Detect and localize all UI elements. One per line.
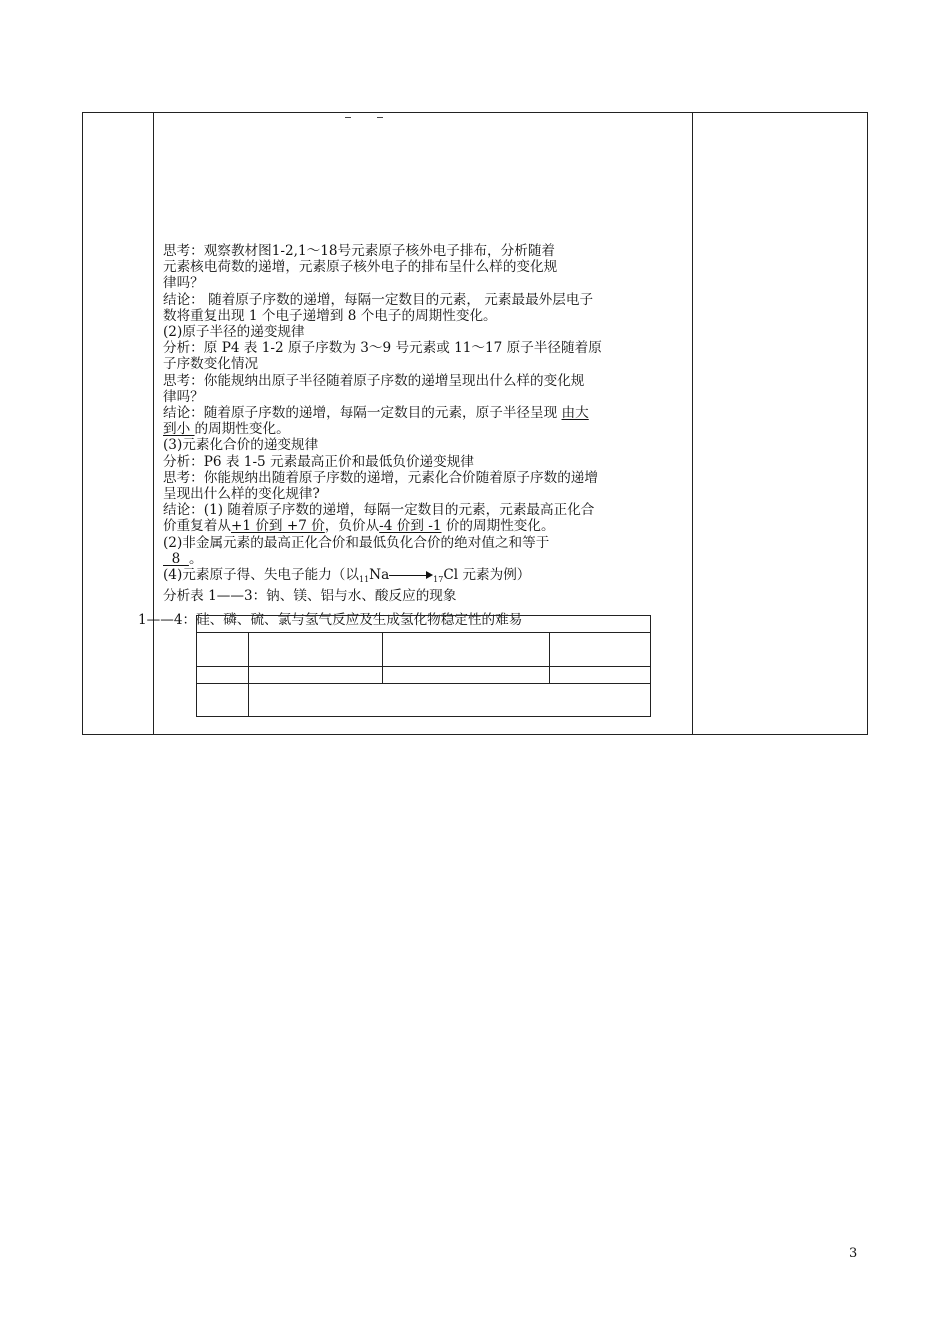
text-line: 元素核电荷数的递增，元素原子核外电子的排布呈什么样的变化规 (163, 259, 558, 276)
section-heading (163, 567, 688, 588)
table-rule (197, 683, 650, 684)
text-line: 思考：你能规纳出原子半径随着原子序数的递增呈现出什么样的变化规 (163, 372, 585, 389)
text-line: 律吗？ (163, 388, 204, 405)
text-line: (2)非金属元素的最高正化合价和最低负化合价的绝对值之和等于 (163, 534, 550, 551)
subscript: 11 (358, 575, 370, 585)
section-heading: (3)元素化合价的递变规律 (163, 437, 319, 454)
lesson-content (163, 243, 688, 604)
text-line (163, 405, 688, 421)
text-line: 结论：(1) 随着原子序数的递增，每隔一定数目的元素，元素最高正化合 (163, 502, 595, 519)
answer-blank: +1 价到 +7 价 (230, 518, 325, 535)
table-rule (197, 666, 650, 667)
column-divider-left (153, 112, 154, 735)
tick-mark (377, 117, 383, 118)
answer-blank: 由大 (561, 405, 589, 422)
table-rule (382, 632, 383, 683)
text-line: 思考：你能规纳出随着原子序数的递增，元素化合价随着原子序数的递增 (163, 469, 598, 486)
answer-blank: 到小 (163, 421, 195, 438)
inner-table (196, 615, 651, 717)
text-line: 分析：原 P4 表 1-2 原子序数为 3～9 号元素或 11～17 原子半径随着原 (163, 340, 602, 357)
text-span: Na (369, 567, 390, 584)
text-span: 价重复着从 (163, 518, 231, 535)
text-line: 律吗？ (163, 275, 204, 292)
text-span: 结论：随着原子序数的递增，每隔一定数目的元素，原子半径呈现 (163, 405, 562, 422)
text-span: ，负价从 (324, 518, 380, 535)
text-span: 的周期性变化。 (194, 421, 290, 438)
text-line: 分析：P6 表 1-5 元素最高正价和最低负价递变规律 (163, 453, 474, 470)
text-span: Cl 元素为例） (443, 567, 531, 584)
table-rule (197, 632, 650, 633)
text-line: 子序数变化情况 (163, 356, 259, 373)
text-line: 呈现出什么样的变化规律? (163, 486, 320, 503)
tick-mark (345, 117, 351, 118)
answer-blank: 8 (163, 550, 189, 567)
text-line: 分析表 1——3：钠、镁、铝与水、酸反应的现象 (163, 588, 457, 605)
top-rule-fragment (192, 112, 547, 113)
text-span: (4)元素原子得、失电子能力（以 (163, 567, 359, 584)
text-line: 数将重复出现 1 个电子递增到 8 个电子的周期性变化。 (163, 307, 497, 324)
subscript: 17 (433, 575, 444, 585)
section-heading: (2)原子半径的递变规律 (163, 324, 305, 341)
text-line: 思考：观察教材图1-2,1～18号元素原子核外电子排布，分析随着 (163, 243, 555, 259)
page-number: 3 (849, 1246, 858, 1261)
arrow-icon (389, 571, 433, 581)
column-divider-right (692, 112, 693, 735)
table-rule (549, 632, 550, 683)
text-line (163, 551, 688, 567)
table-rule (248, 632, 249, 716)
text-span: 。 (188, 550, 203, 567)
text-line: 1——4：硅、磷、硫、氯与氢气反应及生成氢化物稳定性的难易 (138, 612, 523, 628)
text-line (163, 518, 688, 534)
text-line (163, 421, 688, 437)
answer-blank: -4 价到 -1 (379, 518, 442, 535)
text-span: 价的周期性变化。 (441, 518, 555, 535)
text-line: 结论： 随着原子序数的递增，每隔一定数目的元素， 元素最最外层电子 (163, 291, 594, 308)
